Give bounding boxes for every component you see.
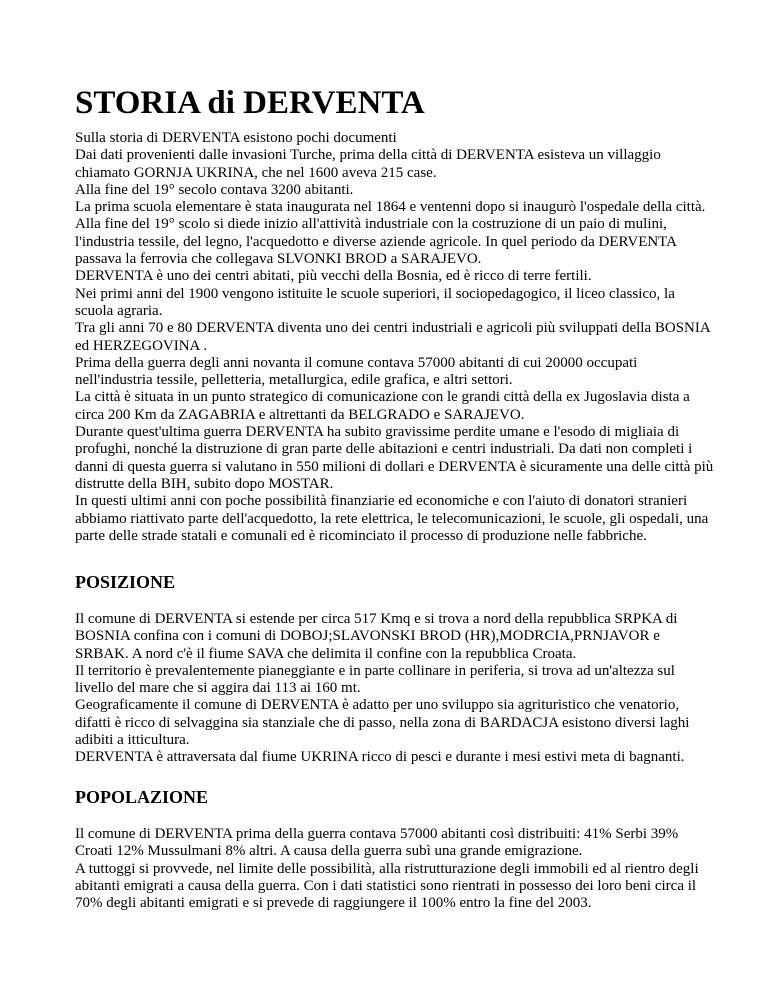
posizione-paragraph: Il territorio è prevalentemente pianeggiante e in parte collinare in periferia, si trova ad un'altezza sul livello del mare che si aggira dai 113 ai 160 mt. xyxy=(75,662,675,697)
intro-section xyxy=(75,130,715,545)
intro-paragraph: Tra gli anni 70 e 80 DERVENTA diventa uno dei centri industriali e agricoli più sviluppati della BOSNIA ed HERZEGOVINA . xyxy=(75,320,710,354)
intro-paragraph: Sulla storia di DERVENTA esistono pochi documenti xyxy=(75,130,397,146)
intro-paragraph: Prima della guerra degli anni novanta il comune contava 57000 abitanti di cui 20000 occupati nell'industria tessile, pelletteria, metallurgica, edile grafica, e altri settori. xyxy=(75,354,638,389)
intro-paragraph: DERVENTA è uno dei centri abitati, più vecchi della Bosnia, ed è ricco di terre fertili. xyxy=(75,268,592,285)
page-title: STORIA di DERVENTA xyxy=(75,85,425,121)
intro-paragraph: La prima scuola elementare è stata inaugurata nel 1864 e ventenni dopo si inaugurò l'ospedale della città. xyxy=(75,199,706,216)
intro-paragraph: Alla fine del 19° secolo contava 3200 abitanti. xyxy=(75,181,354,198)
posizione-section xyxy=(75,611,715,767)
intro-paragraph: Durante quest'ultima guerra DERVENTA ha subito gravissime perdite umane e l'esodo di migliaia di profughi, nonché la distruzione di gran parte delle abitazioni e centri industriali. Da dati non completi i danni di questa guerra si valutano in 550 milioni di dollari e DERVENTA è sicuramente una delle città più distrutte della BIH, subito dopo MOSTAR. xyxy=(75,424,714,492)
popolazione-paragraph: Il comune di DERVENTA prima della guerra contava 57000 abitanti così distribuiti: 41% Serbi 39% Croati 12% Mussulmani 8% altri. A causa della guerra subì una grande emigrazione. xyxy=(75,826,679,860)
popolazione-heading: POPOLAZIONE xyxy=(75,787,209,807)
popolazione-section xyxy=(75,826,715,912)
intro-paragraph: Alla fine del 19° scolo si diede inizio all'attività industriale con la costruzione di un paio di mulini, l'industria tessile, del legno, l'acquedotto e diverse aziende agricole. In quel periodo da DERVENTA passava la ferrovia che collegava SLVONKI BROD a SARAJEVO. xyxy=(75,216,677,268)
posizione-paragraph: DERVENTA è attraversata dal fiume UKRINA ricco di pesci e durante i mesi estivi meta di bagnanti. xyxy=(75,749,685,766)
posizione-heading: POSIZIONE xyxy=(75,572,176,592)
intro-paragraph: Dai dati provenienti dalle invasioni Turche, prima della città di DERVENTA esisteva un villaggio chiamato GORNJA UKRINA, che nel 1600 aveva 215 case. xyxy=(75,147,661,181)
intro-paragraph: La città è situata in un punto strategico di comunicazione con le grandi città della ex Jugoslavia dista a circa 200 Km da ZAGABRIA e altrettanti da BELGRADO e SARAJEVO. xyxy=(75,389,690,423)
popolazione-paragraph: A tuttoggi si provvede, nel limite delle possibilità, alla ristrutturazione degli immobili ed al rientro degli abitanti emigrati a causa della guerra. Con i dati statistici sono rientrati in possesso dei loro beni circa il 70% degli abitanti emigrati e si prevede di raggiungere il 100% entro la fine del 2003. xyxy=(75,860,699,912)
posizione-paragraph: Il comune di DERVENTA si estende per circa 517 Kmq e si trova a nord della repubblica SRPKA di BOSNIA confina con i comuni di DOBOJ;SLAVONSKI BROD (HR),MODRCIA,PRNJAVOR e SRBAK. A nord c'è il fiume SAVA che delimita il confine con la repubblica Croata. xyxy=(75,611,678,662)
posizione-paragraph: Geograficamente il comune di DERVENTA è adatto per uno sviluppo sia agrituristico che venatorio, difatti è ricco di selvaggina sia stanziale che di passo, nella zona di BARDACJA esistono diversi laghi adibiti a itticultura. xyxy=(75,697,690,749)
intro-paragraph: Nei primi anni del 1900 vengono istituite le scuole superiori, il sociopedagogico, il liceo classico, la scuola agraria. xyxy=(75,285,675,319)
intro-paragraph: In questi ultimi anni con poche possibilità finanziarie ed economiche e con l'aiuto di donatori stranieri abbiamo riattivato parte dell'acquedotto, la rete elettrica, le telecomunicazioni, le scuole, gli ospedali, una parte delle strade statali e comunali ed è ricominciato il processo di produzione nelle fabbriche. xyxy=(75,493,709,544)
